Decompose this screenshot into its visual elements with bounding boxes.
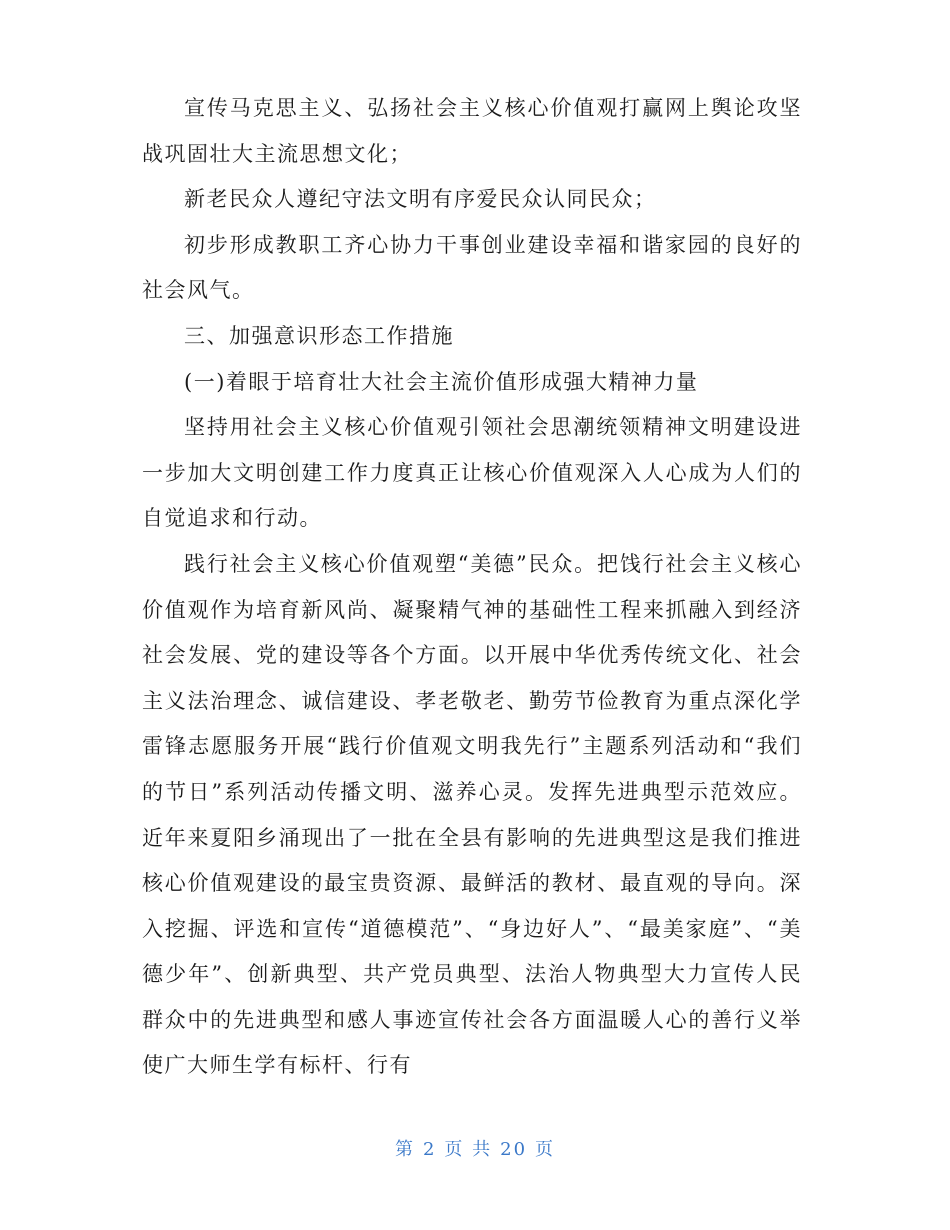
paragraph: 宣传马克思主义、弘扬社会主义核心价值观打赢网上舆论攻坚战巩固壮大主流思想文化； bbox=[142, 96, 802, 166]
current-page-number: 2 bbox=[422, 1139, 437, 1160]
document-body bbox=[142, 86, 802, 1089]
paragraph: 初步形成教职工齐心协力干事创业建设幸福和谐家园的良好的社会风气。 bbox=[142, 232, 802, 303]
paragraph: 践行社会主义核心价值观塑“美德”民众。把饯行社会主义核心价值观作为培育新风尚、凝聚精气神的基础性工程来抓融入到经济社会发展、党的建设等各个方面。以开展中华优秀传统文化、社会主义法治理念、诚信建设、孝老敬老、勤劳节俭教育为重点深化学雷锋志愿服务开展“践行价值观文明我先行”主题系列活动和“我们的节日”系列活动传播文明、滋养心灵。发挥先进典型示范效应。近年来夏阳乡涌现出了一批在全县有影响的先进典型这是我们推进核心价值观建设的最宝贵资源、最鲜活的教材、最直观的导向。深入挖掘、评选和宣传“道德模范”、“身边好人”、“最美家庭”、“美德少年”、创新典型、共产党员典型、法治人物典型大力宣传人民群众中的先进典型和感人事迹宣传社会各方面温暖人心的善行义举使广大师生学有标杆、行有 bbox=[142, 551, 802, 1078]
page-label-mid: 页 共 bbox=[444, 1139, 493, 1160]
subsection-heading: (一)着眼于培育壮大社会主流价值形成强大精神力量 bbox=[184, 369, 699, 394]
page-label-suffix: 页 bbox=[535, 1139, 556, 1160]
paragraph: 新老民众人遵纪守法文明有序爱民众认同民众； bbox=[184, 187, 657, 212]
section-heading: 三、加强意识形态工作措施 bbox=[184, 323, 454, 348]
page-number-footer bbox=[0, 1135, 950, 1161]
page-label-prefix: 第 bbox=[394, 1139, 415, 1160]
paragraph: 坚持用社会主义核心价值观引领社会思潮统领精神文明建设进一步加大文明创建工作力度真正让核心价值观深入人心成为人们的自觉追求和行动。 bbox=[142, 415, 802, 531]
total-pages-number: 20 bbox=[500, 1139, 528, 1160]
